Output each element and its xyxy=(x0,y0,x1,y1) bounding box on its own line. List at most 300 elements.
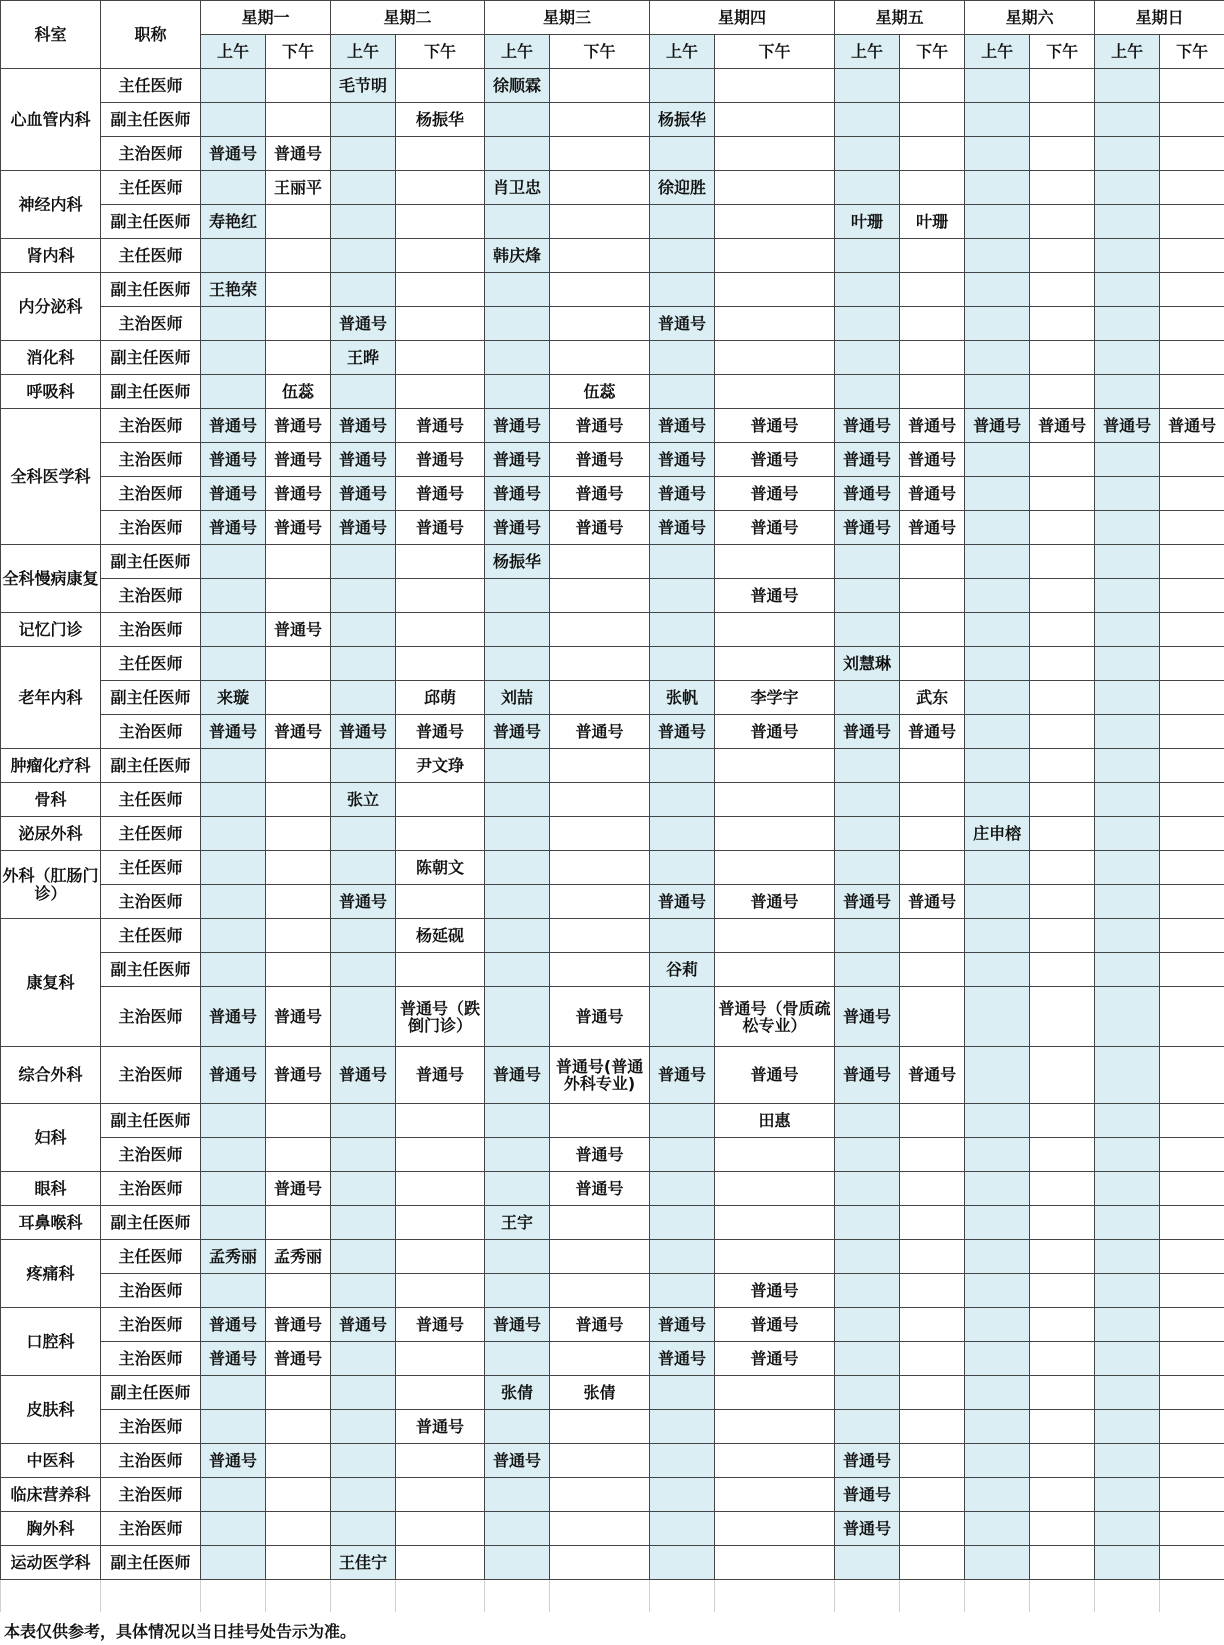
schedule-cell xyxy=(396,137,485,171)
schedule-cell xyxy=(835,341,900,375)
schedule-cell: 谷莉 xyxy=(650,953,715,987)
schedule-cell xyxy=(835,1206,900,1240)
schedule-cell xyxy=(1030,681,1095,715)
table-row xyxy=(1,137,1224,171)
schedule-cell xyxy=(1095,987,1160,1047)
schedule-cell: 杨振华 xyxy=(396,103,485,137)
schedule-cell xyxy=(1030,1376,1095,1410)
schedule-cell: 普通号 xyxy=(266,443,331,477)
doctor-title: 主治医师 xyxy=(101,137,201,171)
schedule-cell xyxy=(965,205,1030,239)
schedule-cell xyxy=(900,851,965,885)
schedule-cell: 普通号 xyxy=(650,409,715,443)
schedule-cell xyxy=(201,307,266,341)
schedule-cell xyxy=(201,1138,266,1172)
table-row xyxy=(1,205,1224,239)
schedule-cell xyxy=(1160,1546,1224,1580)
schedule-cell xyxy=(965,1206,1030,1240)
blank-cell xyxy=(715,1580,835,1613)
schedule-cell xyxy=(835,919,900,953)
header-am: 上午 xyxy=(835,35,900,69)
table-row xyxy=(1,647,1224,681)
schedule-cell: 普通号 xyxy=(650,1308,715,1342)
header-pm: 下午 xyxy=(266,35,331,69)
schedule-body xyxy=(1,69,1224,1613)
schedule-cell xyxy=(331,1342,396,1376)
schedule-cell xyxy=(331,1410,396,1444)
schedule-cell xyxy=(266,1410,331,1444)
schedule-cell: 普通号 xyxy=(201,137,266,171)
schedule-cell: 普通号 xyxy=(201,477,266,511)
schedule-cell: 孟秀丽 xyxy=(266,1240,331,1274)
table-row xyxy=(1,1444,1224,1478)
department-name: 全科医学科 xyxy=(1,409,101,545)
schedule-cell xyxy=(900,1376,965,1410)
schedule-cell: 张帆 xyxy=(650,681,715,715)
schedule-cell xyxy=(965,681,1030,715)
department-name: 骨科 xyxy=(1,783,101,817)
schedule-cell xyxy=(266,851,331,885)
schedule-cell: 普通号 xyxy=(835,1444,900,1478)
schedule-cell xyxy=(715,647,835,681)
schedule-cell xyxy=(396,613,485,647)
schedule-cell xyxy=(650,919,715,953)
schedule-cell xyxy=(900,953,965,987)
header-day-thu: 星期四 xyxy=(650,1,835,35)
schedule-cell xyxy=(1160,171,1224,205)
schedule-cell xyxy=(331,817,396,851)
schedule-cell xyxy=(650,1546,715,1580)
schedule-cell xyxy=(835,1240,900,1274)
blank-cell xyxy=(1030,1580,1095,1613)
schedule-cell xyxy=(835,69,900,103)
doctor-title: 主治医师 xyxy=(101,579,201,613)
schedule-cell xyxy=(835,1172,900,1206)
doctor-title: 副主任医师 xyxy=(101,1376,201,1410)
table-row xyxy=(1,919,1224,953)
header-am: 上午 xyxy=(650,35,715,69)
schedule-cell: 普通号 xyxy=(715,1342,835,1376)
schedule-cell xyxy=(1030,817,1095,851)
schedule-cell xyxy=(715,1240,835,1274)
schedule-cell: 普通号 xyxy=(266,1308,331,1342)
schedule-cell xyxy=(900,307,965,341)
table-row xyxy=(1,443,1224,477)
schedule-cell xyxy=(650,545,715,579)
schedule-cell xyxy=(485,273,550,307)
schedule-cell xyxy=(396,171,485,205)
schedule-cell: 普通号 xyxy=(485,1308,550,1342)
schedule-cell xyxy=(485,749,550,783)
schedule-cell xyxy=(1160,1206,1224,1240)
department-name: 胸外科 xyxy=(1,1512,101,1546)
schedule-cell xyxy=(965,783,1030,817)
schedule-cell xyxy=(965,987,1030,1047)
schedule-cell xyxy=(965,1410,1030,1444)
schedule-cell xyxy=(965,885,1030,919)
department-name: 口腔科 xyxy=(1,1308,101,1376)
schedule-cell xyxy=(715,953,835,987)
schedule-cell xyxy=(1160,137,1224,171)
header-pm: 下午 xyxy=(1030,35,1095,69)
table-row xyxy=(1,375,1224,409)
doctor-title: 主任医师 xyxy=(101,919,201,953)
schedule-cell xyxy=(396,205,485,239)
table-row xyxy=(1,681,1224,715)
schedule-cell: 普通号 xyxy=(396,1410,485,1444)
schedule-cell xyxy=(1160,443,1224,477)
schedule-cell xyxy=(550,919,650,953)
schedule-cell: 普通号 xyxy=(266,715,331,749)
schedule-cell xyxy=(485,1274,550,1308)
schedule-cell xyxy=(331,1172,396,1206)
schedule-cell xyxy=(485,1104,550,1138)
schedule-cell xyxy=(1030,987,1095,1047)
schedule-cell xyxy=(201,1206,266,1240)
schedule-cell xyxy=(396,1172,485,1206)
blank-row xyxy=(1,1580,1224,1613)
blank-cell xyxy=(650,1580,715,1613)
table-row xyxy=(1,817,1224,851)
schedule-cell xyxy=(715,1172,835,1206)
schedule-cell xyxy=(1095,783,1160,817)
schedule-cell xyxy=(1095,171,1160,205)
table-row xyxy=(1,171,1224,205)
schedule-cell xyxy=(965,477,1030,511)
blank-cell xyxy=(1160,1580,1224,1613)
schedule-cell xyxy=(485,851,550,885)
doctor-title: 副主任医师 xyxy=(101,273,201,307)
schedule-cell xyxy=(396,375,485,409)
header-day-tue: 星期二 xyxy=(331,1,485,35)
schedule-cell xyxy=(550,647,650,681)
doctor-title: 副主任医师 xyxy=(101,681,201,715)
schedule-cell xyxy=(1030,953,1095,987)
doctor-title: 主治医师 xyxy=(101,1444,201,1478)
schedule-cell xyxy=(1095,647,1160,681)
schedule-cell xyxy=(1095,341,1160,375)
schedule-cell xyxy=(550,1444,650,1478)
schedule-cell xyxy=(396,579,485,613)
schedule-cell xyxy=(1160,239,1224,273)
blank-cell xyxy=(201,1580,266,1613)
schedule-cell xyxy=(201,647,266,681)
schedule-cell xyxy=(485,1342,550,1376)
schedule-cell xyxy=(1095,1342,1160,1376)
table-row xyxy=(1,409,1224,443)
table-row xyxy=(1,1478,1224,1512)
schedule-cell xyxy=(715,239,835,273)
schedule-cell xyxy=(965,1546,1030,1580)
schedule-cell: 普通号 xyxy=(396,715,485,749)
doctor-title: 主治医师 xyxy=(101,1308,201,1342)
schedule-cell xyxy=(266,1512,331,1546)
schedule-cell xyxy=(650,239,715,273)
schedule-cell: 普通号 xyxy=(201,987,266,1047)
schedule-cell: 普通号 xyxy=(900,885,965,919)
schedule-cell xyxy=(201,1478,266,1512)
schedule-cell xyxy=(715,783,835,817)
doctor-title: 主任医师 xyxy=(101,817,201,851)
schedule-cell: 普通号 xyxy=(835,477,900,511)
doctor-title: 副主任医师 xyxy=(101,953,201,987)
schedule-cell xyxy=(1095,851,1160,885)
schedule-cell xyxy=(965,851,1030,885)
schedule-cell xyxy=(965,1104,1030,1138)
schedule-cell xyxy=(650,1478,715,1512)
schedule-cell xyxy=(1160,307,1224,341)
schedule-cell xyxy=(900,1308,965,1342)
schedule-cell xyxy=(331,205,396,239)
schedule-cell xyxy=(201,69,266,103)
schedule-cell xyxy=(201,919,266,953)
schedule-cell xyxy=(550,69,650,103)
department-name: 内分泌科 xyxy=(1,273,101,341)
schedule-cell xyxy=(1030,239,1095,273)
department-name: 妇科 xyxy=(1,1104,101,1172)
schedule-cell xyxy=(396,1342,485,1376)
department-name: 外科（肛肠门诊） xyxy=(1,851,101,919)
schedule-cell xyxy=(650,69,715,103)
schedule-cell xyxy=(965,1376,1030,1410)
schedule-cell xyxy=(650,851,715,885)
table-row xyxy=(1,511,1224,545)
schedule-cell: 陈朝文 xyxy=(396,851,485,885)
table-row xyxy=(1,613,1224,647)
schedule-cell: 叶珊 xyxy=(835,205,900,239)
schedule-cell: 普通号 xyxy=(650,443,715,477)
schedule-cell xyxy=(900,1342,965,1376)
schedule-cell xyxy=(1095,919,1160,953)
schedule-cell xyxy=(1095,1546,1160,1580)
schedule-cell xyxy=(650,375,715,409)
schedule-cell xyxy=(965,1512,1030,1546)
schedule-cell: 普通号 xyxy=(650,511,715,545)
schedule-cell: 普通号 xyxy=(715,579,835,613)
schedule-cell xyxy=(201,579,266,613)
schedule-cell xyxy=(1030,1410,1095,1444)
header-pm: 下午 xyxy=(715,35,835,69)
schedule-cell xyxy=(715,851,835,885)
schedule-cell xyxy=(396,307,485,341)
schedule-cell xyxy=(835,1410,900,1444)
schedule-cell xyxy=(715,341,835,375)
schedule-cell xyxy=(201,375,266,409)
doctor-title: 副主任医师 xyxy=(101,1546,201,1580)
schedule-cell xyxy=(835,749,900,783)
schedule-cell: 普通号 xyxy=(550,1308,650,1342)
schedule-cell xyxy=(900,1104,965,1138)
schedule-cell xyxy=(965,69,1030,103)
doctor-title: 主治医师 xyxy=(101,443,201,477)
schedule-cell xyxy=(201,817,266,851)
doctor-title: 副主任医师 xyxy=(101,749,201,783)
schedule-cell xyxy=(900,1512,965,1546)
schedule-cell xyxy=(1030,1047,1095,1104)
schedule-cell: 普通号 xyxy=(900,1047,965,1104)
schedule-cell: 肖卫忠 xyxy=(485,171,550,205)
schedule-cell xyxy=(1160,647,1224,681)
schedule-cell xyxy=(835,137,900,171)
schedule-cell xyxy=(900,375,965,409)
schedule-cell xyxy=(485,1478,550,1512)
schedule-cell xyxy=(900,341,965,375)
schedule-cell xyxy=(1160,1138,1224,1172)
schedule-cell: 普通号 xyxy=(550,1138,650,1172)
schedule-cell xyxy=(1030,1512,1095,1546)
table-row xyxy=(1,783,1224,817)
schedule-cell xyxy=(1160,1047,1224,1104)
schedule-cell xyxy=(331,987,396,1047)
table-row xyxy=(1,545,1224,579)
schedule-cell xyxy=(900,103,965,137)
schedule-cell xyxy=(201,749,266,783)
schedule-cell xyxy=(266,1546,331,1580)
header-day-mon: 星期一 xyxy=(201,1,331,35)
schedule-cell xyxy=(835,1376,900,1410)
schedule-cell: 叶珊 xyxy=(900,205,965,239)
table-row xyxy=(1,239,1224,273)
schedule-cell: 普通号 xyxy=(900,409,965,443)
schedule-cell xyxy=(1160,341,1224,375)
schedule-cell xyxy=(201,1512,266,1546)
schedule-cell: 普通号 xyxy=(485,1047,550,1104)
schedule-cell: 武东 xyxy=(900,681,965,715)
department-name: 皮肤科 xyxy=(1,1376,101,1444)
schedule-cell xyxy=(266,885,331,919)
schedule-cell xyxy=(1030,1342,1095,1376)
schedule-cell: 普通号 xyxy=(715,885,835,919)
schedule-cell xyxy=(1030,545,1095,579)
schedule-cell: 普通号 xyxy=(550,477,650,511)
schedule-cell xyxy=(396,273,485,307)
schedule-cell xyxy=(1160,511,1224,545)
schedule-cell xyxy=(965,443,1030,477)
doctor-title: 主治医师 xyxy=(101,1047,201,1104)
schedule-cell xyxy=(485,1240,550,1274)
schedule-cell: 普通号 xyxy=(201,1308,266,1342)
schedule-cell xyxy=(1030,1240,1095,1274)
schedule-cell xyxy=(331,137,396,171)
doctor-title: 主任医师 xyxy=(101,239,201,273)
schedule-cell xyxy=(1160,715,1224,749)
schedule-cell xyxy=(550,1342,650,1376)
doctor-title: 主任医师 xyxy=(101,171,201,205)
schedule-cell xyxy=(1030,341,1095,375)
schedule-cell xyxy=(331,239,396,273)
schedule-cell xyxy=(1030,103,1095,137)
schedule-cell xyxy=(835,1546,900,1580)
schedule-cell: 韩庆烽 xyxy=(485,239,550,273)
schedule-cell xyxy=(1030,919,1095,953)
header-row-days xyxy=(1,1,1224,35)
schedule-cell xyxy=(1030,715,1095,749)
schedule-cell xyxy=(965,613,1030,647)
schedule-cell xyxy=(1095,545,1160,579)
schedule-cell xyxy=(550,1240,650,1274)
table-row xyxy=(1,69,1224,103)
schedule-cell xyxy=(201,545,266,579)
doctor-title: 主治医师 xyxy=(101,1478,201,1512)
schedule-cell xyxy=(266,1104,331,1138)
schedule-cell: 普通号 xyxy=(266,1342,331,1376)
schedule-cell xyxy=(396,545,485,579)
schedule-cell xyxy=(331,545,396,579)
schedule-cell xyxy=(965,749,1030,783)
header-day-fri: 星期五 xyxy=(835,1,965,35)
schedule-cell xyxy=(1030,783,1095,817)
department-name: 心血管内科 xyxy=(1,69,101,171)
schedule-cell xyxy=(266,341,331,375)
schedule-cell xyxy=(1030,749,1095,783)
schedule-cell xyxy=(331,1104,396,1138)
schedule-cell: 杨延砚 xyxy=(396,919,485,953)
schedule-cell: 普通号 xyxy=(201,1444,266,1478)
schedule-cell xyxy=(1030,307,1095,341)
schedule-cell xyxy=(331,851,396,885)
schedule-cell xyxy=(650,987,715,1047)
table-row xyxy=(1,341,1224,375)
schedule-cell xyxy=(485,103,550,137)
schedule-cell xyxy=(396,341,485,375)
schedule-cell xyxy=(550,1546,650,1580)
schedule-cell xyxy=(900,1172,965,1206)
schedule-cell xyxy=(331,1478,396,1512)
schedule-cell xyxy=(331,1444,396,1478)
schedule-cell xyxy=(715,749,835,783)
schedule-cell xyxy=(1030,375,1095,409)
table-row xyxy=(1,1104,1224,1138)
schedule-cell: 普通号 xyxy=(835,1512,900,1546)
header-am: 上午 xyxy=(201,35,266,69)
schedule-cell: 普通号 xyxy=(266,511,331,545)
schedule-cell: 普通号 xyxy=(715,715,835,749)
schedule-cell: 伍蕊 xyxy=(550,375,650,409)
doctor-title: 主任医师 xyxy=(101,783,201,817)
doctor-title: 副主任医师 xyxy=(101,1104,201,1138)
schedule-cell xyxy=(835,1274,900,1308)
schedule-cell xyxy=(715,1512,835,1546)
schedule-cell xyxy=(965,273,1030,307)
doctor-title: 主任医师 xyxy=(101,69,201,103)
schedule-cell: 普通号 xyxy=(835,511,900,545)
schedule-cell xyxy=(266,953,331,987)
schedule-cell xyxy=(715,273,835,307)
header-dept: 科室 xyxy=(1,1,101,69)
schedule-cell xyxy=(266,1138,331,1172)
schedule-cell xyxy=(1095,749,1160,783)
schedule-cell xyxy=(835,613,900,647)
table-row xyxy=(1,1376,1224,1410)
schedule-cell xyxy=(1030,1274,1095,1308)
schedule-cell xyxy=(900,817,965,851)
schedule-cell xyxy=(550,103,650,137)
schedule-cell xyxy=(965,1308,1030,1342)
schedule-cell: 普通号 xyxy=(266,1172,331,1206)
schedule-cell xyxy=(900,783,965,817)
schedule-cell xyxy=(1095,205,1160,239)
schedule-cell: 普通号 xyxy=(485,715,550,749)
schedule-cell xyxy=(900,1546,965,1580)
schedule-cell xyxy=(331,273,396,307)
schedule-cell xyxy=(1160,953,1224,987)
schedule-cell xyxy=(715,137,835,171)
schedule-cell xyxy=(550,851,650,885)
schedule-cell xyxy=(965,1342,1030,1376)
schedule-cell: 普通号 xyxy=(396,477,485,511)
schedule-cell xyxy=(835,783,900,817)
schedule-cell xyxy=(715,545,835,579)
